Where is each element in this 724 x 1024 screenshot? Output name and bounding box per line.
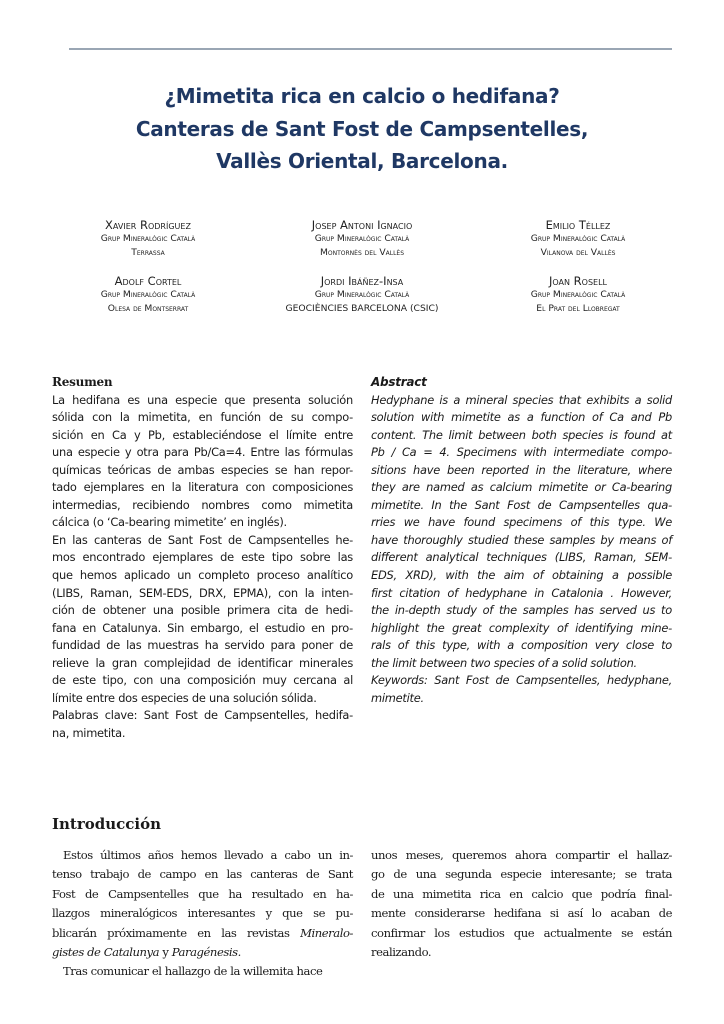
text-line: Pb / Ca = 4. Specimens with intermediate compo- xyxy=(371,445,672,460)
text-fragment: y xyxy=(159,944,172,959)
text-line: Hedyphane is a mineral species that exhibits a solid xyxy=(371,392,672,407)
title-line-2: Canteras de Sant Fost de Campsentelles, xyxy=(135,116,589,141)
text-line: sólida con la mimetita, en función de su compo- xyxy=(52,410,353,425)
text-line: EDS, XRD), with the aim of obtaining a possible xyxy=(371,568,672,583)
text-line: tenso trabajo de campo en las canteras de Sant xyxy=(52,867,353,882)
introduccion-right-column xyxy=(371,846,672,962)
text-line: de una mimetita rica en calcio que podría final- xyxy=(371,886,672,901)
text-line: na, mimetita. xyxy=(52,725,126,740)
author-city: Terrassa xyxy=(131,247,165,258)
author-affiliation: Grup Mineralògic Català xyxy=(314,289,410,300)
text-line: the in-depth study of the samples has served us to xyxy=(371,603,672,618)
text-line: different analytical techniques (LIBS, Raman, SEM- xyxy=(371,550,672,565)
author-city: GEOCIÈNCIES BARCELONA (CSIC) xyxy=(285,303,439,314)
author-name: Josep Antoni Ignacio xyxy=(311,218,413,232)
text-line: intermedias, recibiendo nombres como mimetita xyxy=(52,497,353,512)
author-card xyxy=(252,274,472,316)
author-card xyxy=(38,274,258,316)
text-line: La hedifana es una especie que presenta solución xyxy=(52,392,353,407)
title-line-3: Vallès Oriental, Barcelona. xyxy=(216,149,508,173)
author-name: Xavier Rodríguez xyxy=(105,218,191,232)
title-line-1: ¿Mimetita rica en calcio o hedifana? xyxy=(164,84,560,108)
author-name: Emilio Téllez xyxy=(545,218,611,232)
journal-name: Mineralo- xyxy=(300,925,353,940)
text-line: mos encontrado ejemplares de este tipo sobre las xyxy=(52,550,353,565)
text-line: que hemos aplicado un completo proceso analítico xyxy=(52,568,353,583)
text-line: mimetite. In the Sant Fost de Campsentelles qua- xyxy=(371,497,672,512)
text-line: first citation of hedyphane in Catalonia . However, xyxy=(371,585,672,600)
journal-name: Paragénesis xyxy=(171,944,238,959)
text-line: fundidad de las muestras ha servido para poner de xyxy=(52,638,353,653)
author-city: Montornès del Vallès xyxy=(319,247,405,258)
header-rule xyxy=(69,48,672,50)
text-line: go de una segunda especie interesante; se trata xyxy=(371,867,672,882)
text-line: llazgos mineralógicos interesantes y que se pu- xyxy=(52,906,353,921)
author-card xyxy=(468,218,688,260)
text-line xyxy=(52,943,353,962)
text-fragment: . xyxy=(237,944,241,959)
text-line: Estos últimos años hemos llevado a cabo un in- xyxy=(63,848,353,862)
article-title xyxy=(0,80,724,178)
text-line: rries we have found specimens of this type. We xyxy=(371,515,672,530)
text-line: sitions have been reported in the literature, where xyxy=(371,462,672,477)
text-line: ción de obtener una posible primera cita de hedi- xyxy=(52,603,353,618)
resumen-section xyxy=(52,374,353,742)
author-affiliation: Grup Mineralògic Català xyxy=(530,233,626,244)
text-line: Palabras clave: Sant Fost de Campsentelles, hedifa- xyxy=(52,708,353,723)
author-card xyxy=(38,218,258,260)
author-affiliation: Grup Mineralògic Català xyxy=(100,233,196,244)
resumen-heading: Resumen xyxy=(52,375,113,389)
abstract-body xyxy=(371,392,672,708)
text-line: fana en Catalunya. Sin embargo, el estudio en pro- xyxy=(52,620,353,635)
author-name: Joan Rosell xyxy=(549,274,607,288)
introduccion-left-column xyxy=(52,846,353,982)
author-city: Vilanova del Vallès xyxy=(540,247,616,258)
text-line: highlight the great complexity of identifying mine- xyxy=(371,620,672,635)
author-affiliation: Grup Mineralògic Català xyxy=(100,289,196,300)
text-line xyxy=(52,924,353,943)
author-name: Adolf Cortel xyxy=(114,274,182,288)
text-line: (LIBS, Raman, SEM-EDS, DRX, EPMA), con la inten- xyxy=(52,585,353,600)
text-line: solution with mimetite as a function of Ca and Pb xyxy=(371,410,672,425)
abstract-section xyxy=(371,374,672,707)
text-line: relieve la gran complejidad de identificar minerales xyxy=(52,655,353,670)
text-line: content. The limit between both species is found at xyxy=(371,427,672,442)
author-affiliation: Grup Mineralògic Català xyxy=(530,289,626,300)
introduccion-heading: Introducción xyxy=(52,815,162,833)
text-line: Tras comunicar el hallazgo de la willemita hace xyxy=(63,964,323,979)
author-name: Jordi Ibáñez-Insa xyxy=(320,274,404,288)
abstract-heading: Abstract xyxy=(371,375,427,389)
author-card xyxy=(252,218,472,260)
text-line: En las canteras de Sant Fost de Campsentelles he- xyxy=(52,532,353,547)
text-line: sición en Ca y Pb, estableciéndose el límite entre xyxy=(52,427,353,442)
text-line: químicas teóricas de ambas especies se han repor- xyxy=(52,462,353,477)
text-line: the limit between two species of a solid solution. xyxy=(371,655,637,670)
text-line: tado ejemplares en la literatura con composiciones xyxy=(52,480,353,495)
text-line: mimetite. xyxy=(371,690,424,705)
text-line: confirmar los estudios que actualmente se están xyxy=(371,925,672,940)
author-city: Olesa de Montserrat xyxy=(107,303,189,314)
text-line: they are named as calcium mimetite or Ca-bearing xyxy=(371,480,672,495)
text-line: cálcica (o ‘Ca-bearing mimetite’ en inglés). xyxy=(52,515,287,530)
author-card xyxy=(468,274,688,316)
text-line: una especie y otra para Pb/Ca=4. Entre las fórmulas xyxy=(52,445,353,460)
text-line: mente considerarse hedifana si así lo acaban de xyxy=(371,906,672,921)
text-line: unos meses, queremos ahora compartir el hallaz- xyxy=(371,848,672,862)
author-affiliation: Grup Mineralògic Català xyxy=(314,233,410,244)
text-fragment: blicarán próximamente en las revistas xyxy=(52,925,290,940)
text-line: Fost de Campsentelles que ha resultado en ha- xyxy=(52,886,353,901)
text-line: have thoroughly studied these samples by means of xyxy=(371,532,672,547)
text-line: Keywords: Sant Fost de Campsentelles, hedyphane, xyxy=(371,673,672,688)
text-line: de este tipo, con una composición muy cercana al xyxy=(52,673,353,688)
text-line: límite entre dos especies de una solución sólida. xyxy=(52,690,317,705)
author-city: El Prat del Llobregat xyxy=(536,303,620,314)
text-line: rals of this type, with a composition very close to xyxy=(371,638,672,653)
journal-name: gistes de Catalunya xyxy=(52,944,160,959)
text-line: realizando. xyxy=(371,944,432,959)
resumen-body xyxy=(52,392,353,743)
